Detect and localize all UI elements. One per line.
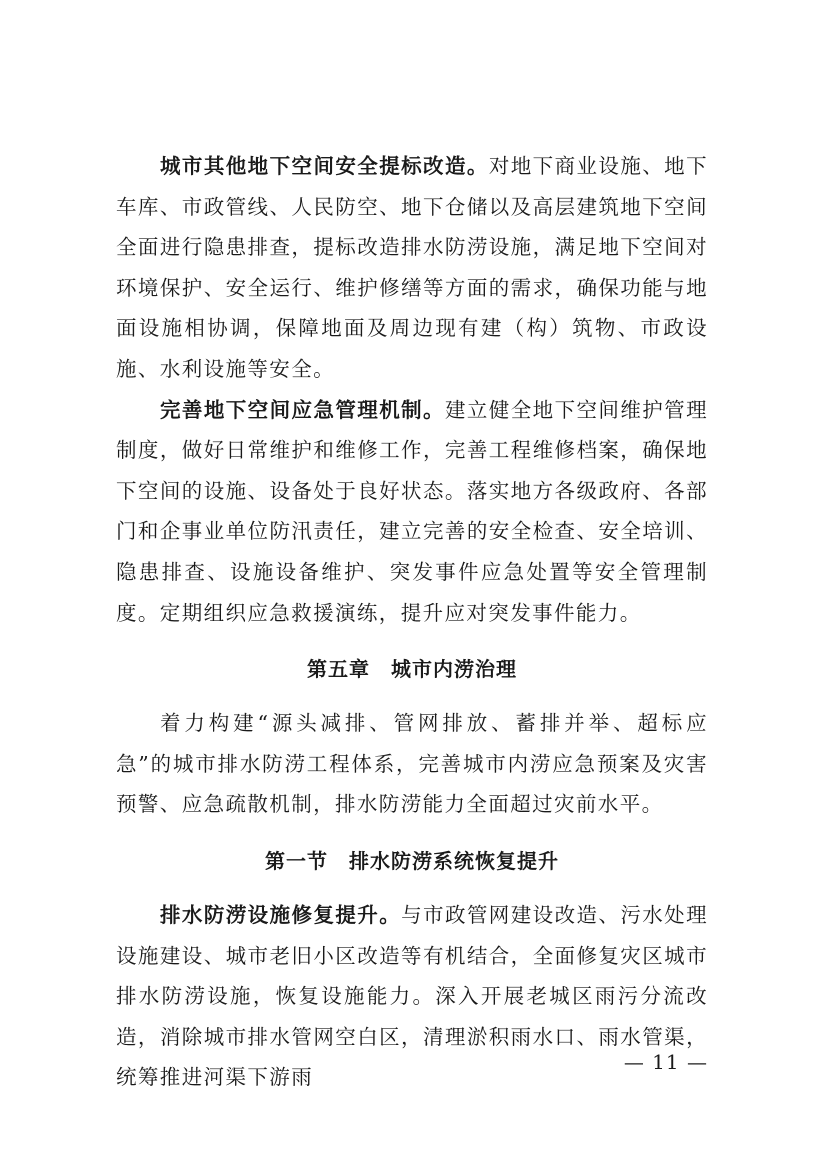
paragraph-lead: 完善地下空间应急管理机制。 xyxy=(160,397,445,422)
page-number: — 11 — xyxy=(623,1050,708,1074)
paragraph-lead: 排水防涝设施修复提升。 xyxy=(160,902,402,927)
section-heading: 第一节 排水防涝系统恢复提升 xyxy=(265,848,559,873)
chapter-heading: 第五章 城市内涝治理 xyxy=(307,657,517,682)
paragraph-body: 与市政管网建设改造、污水处理设施建设、城市老旧小区改造等有机结合，全面修复灾区城市排水防涝设施，恢复设施能力。深入开展老城区雨污分流改造，消除城市排水管网空白区，清理淤积雨水口、雨水管渠，统筹推进河渠下游雨 xyxy=(116,902,708,1090)
paragraph-emergency-mechanism xyxy=(116,390,708,634)
paragraph-drainage-repair xyxy=(116,895,708,1098)
paragraph-body: 对地下商业设施、地下车库、市政管线、人民防空、地下仓储以及高层建筑地下空间全面进行隐患排查，提标改造排水防涝设施，满足地下空间对环境保护、安全运行、维护修缮等方面的需求，确保功能与地面设施相协调，保障地面及周边现有建（构）筑物、市政设施、水利设施等安全。 xyxy=(116,154,708,381)
paragraph-body: 建立健全地下空间维护管理制度，做好日常维护和维修工作，完善工程维修档案，确保地下空间的设施、设备处于良好状态。落实地方各级政府、各部门和企事业单位防汛责任，建立完善的安全检查、安全培训、隐患排查、设施设备维护、突发事件应急处置等安全管理制度。定期组织应急救援演练，提升应对突发事件能力。 xyxy=(116,397,708,625)
chapter-intro-paragraph: 着力构建“源头减排、管网排放、蓄排并举、超标应急”的城市排水防涝工程体系，完善城市内涝应急预案及灾害预警、应急疏散机制，排水防涝能力全面超过灾前水平。 xyxy=(116,711,708,817)
paragraph-underground-upgrade xyxy=(116,146,708,390)
page-content xyxy=(116,146,708,1098)
paragraph-lead: 城市其他地下空间安全提标改造。 xyxy=(160,154,489,178)
